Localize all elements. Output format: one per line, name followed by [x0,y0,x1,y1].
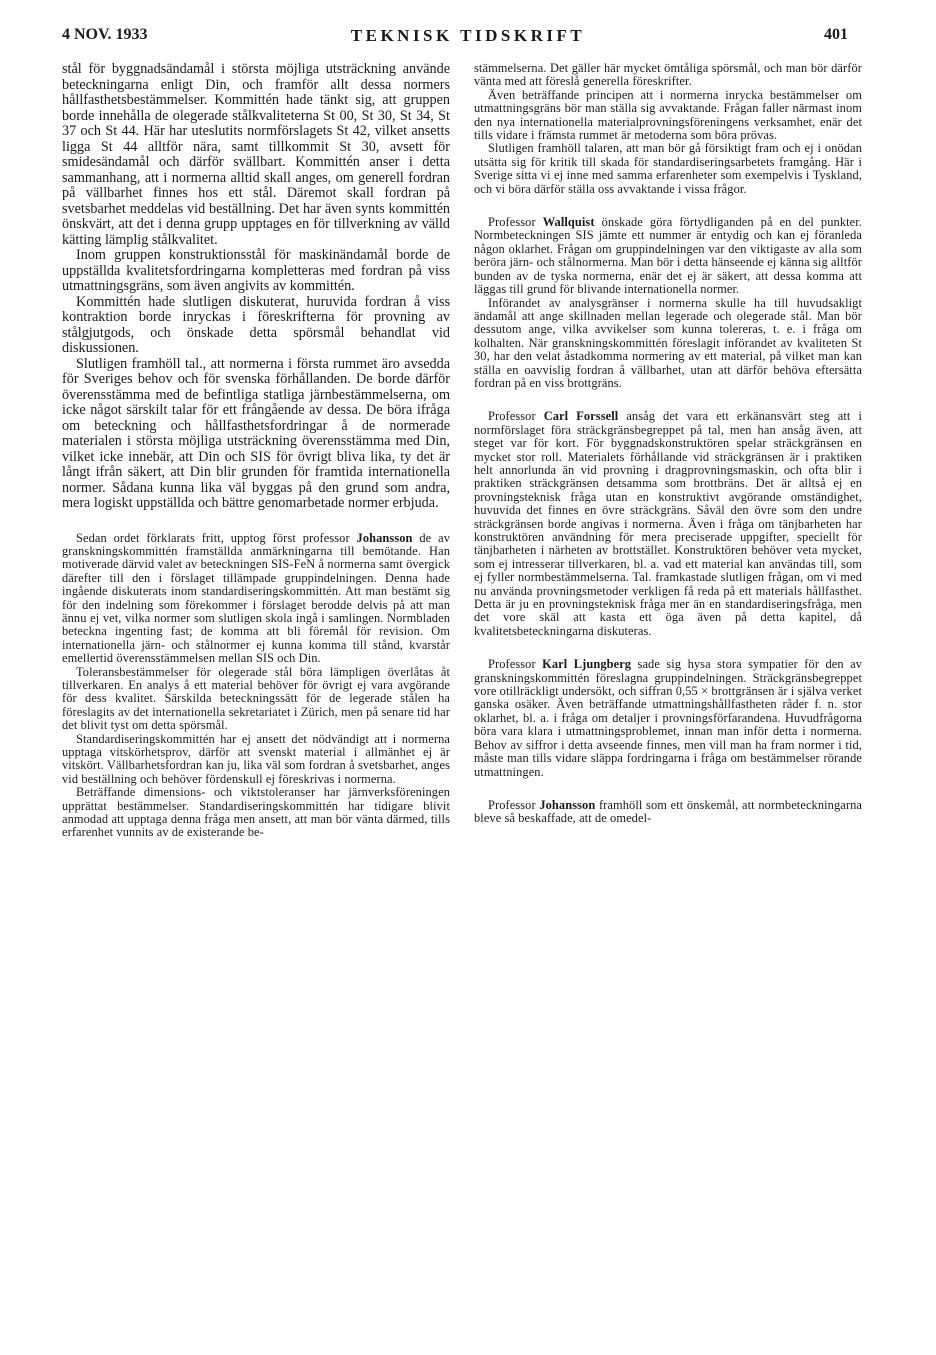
left-column [62,62,450,840]
paragraph: Standardiseringskommittén har ej ansett det nödvändigt att i normerna upptaga vitskörhetsprov, därför att svenskt material i allmänhet ej är vitskört. Vällbarhetsfordran kan ju, lika väl som fordran å svetsbarhet, anges vid beställning och behöver fördenskull ej föreskrivas i normerna. [62,731,450,786]
discussion-section [62,532,450,840]
paragraph: Inom gruppen konstruktionsstål för maskinändamål borde de uppställda kvalitetsfordringarna kompletteras med fordran på viss utmattningsgräns, som även angivits av kommittén. [62,247,450,294]
paragraph: Införandet av analysgränser i normerna skulle ha till huvudsakligt ändamål att ange skillnaden mellan legerade och olegerade stål. Man bör dessutom ange, vilka avvikelser som kunna tolereras, t. e. i fråga om kolhalten. När granskningskommittén föreslagit införandet av kvaliteten St 30, har den velat åstadkomma normering av ett material, på vilket man kan ställa en oavvislig fordran å vällbarhet, utan att därför behöva eftersätta fordran på en viss brottgräns. [474,295,862,390]
right-column [474,62,862,826]
paragraph: Kommittén hade slutligen diskuterat, huruvida fordran å viss kontraktion borde inryckas i föreskrifterna för provning av stålgjutgods, och önskade detta spörsmål behandlat vid diskussionen. [62,293,450,356]
paragraph: Beträffande dimensions- och viktstoleranser har järnverksföreningen upprättat bestämmelser. Standardiseringskommittén har tidigare blivit anmodad att upptaga denna fråga men ansett, att man bör vänta därmed, tills erfarenhet vunnits av de existerande be- [62,785,450,840]
page-number: 401 [824,26,848,43]
paragraph: Sedan ordet förklarats fritt, upptog först professor Johansson de av granskningskommittén framställda anmärkningarna till bemötande. Han motiverade därvid valet av beteckningen SIS-FeN å normerna samt övergick därefter till den i förslaget tillämpade gruppindelningen. Denna hade ingående diskuterats inom standardiseringskommittén. Att man bestämt sig för den indelning som förekommer i förslaget berodde delvis på att man ännu ej vet, vilka normer som slutligen skola ingå i samlingen. Normbladen beteckna ingenting fast; de komma att bli föremål för revision. Om internationella järn- och stålnormer ej kunna komma till stånd, kvarstår emellertid överensstämmelsen mellan SIS och Din. [62,530,450,666]
speaker-name: Johansson [356,530,413,545]
speaker-name: Carl Forssell [543,409,619,424]
journal-title: TEKNISK TIDSKRIFT [350,26,586,45]
speaker-name: Wallquist [542,215,595,230]
speaker-name: Johansson [539,797,596,812]
paragraph: Även beträffande principen att i normerna inrycka bestämmelser om utmattningsgräns bör man ställa sig avvaktande. Frågan faller närmast inom den nya internationella materialprovningsföreningens verksamhet, enär det tills vidare i främsta rummet är metoderna som böra prövas. [474,87,862,143]
paragraph: Professor Karl Ljungberg sade sig hysa stora sympatier för den av granskningskommittén föreslagna gruppindelningen. Sträckgränsbegreppet vore otillräckligt undersökt, och siffran 0,55 × brottgränsen är i själva verket ganska osäker. Även beträffande utmattningshållfastheten råder f. n. stor oklarhet, bl. a. i fråga om detaljer i provningsförfarandena. Huvudfrågorna böra vara klara i utmattningsproblemet, innan man inför detta i normerna. Behov av siffror i detta avseende finnes, men vill man ha fram normer i tid, måste man tills vidare släppa fordringarna i fråga om bestämmelser rörande utmattningen. [474,657,862,779]
paragraph: stål för byggnadsändamål i största möjliga utsträckning använde beteckningarna enligt Din, och framför allt dessa normers hållfasthetsbestämmelser. Kommittén hade tänkt sig, att gruppen borde innehålla de olegerade stålkvaliteterna St 00, St 30, St 34, St 37 och St 44. Här har uteslutits normförslagets St 42, vilket ansetts ligga St 44 alltför nära, samt tillkommit St 30, avsett för smidesändamål och därför svällbart. Kommittén anser i detta sammanhang, att i normerna alltid skall anges, om generell fordran på vällbarhet finnes hos ett stål. Däremot skall fordran på svetsbarhet meddelas vid beställning. Det har även synts kommittén önskvärt, att det i denna grupp upptages en för tillverkning av välld kätting lämplig stålkvalitet. [62,61,450,248]
report-section [62,62,450,512]
paragraph: Toleransbestämmelser för olegerade stål böra lämpligen överlåtas åt tillverkaren. En analys å ett material behöver för övrigt ej vara avgörande för dess kvalitet. Särskilda beteckningssätt för de legerade stålen ha föreslagits av det internationella sekretariatet i Zürich, men på senare tid har det blivit tyst om detta spörsmål. [62,664,450,733]
speaker-name: Karl Ljungberg [542,657,632,672]
paragraph: Slutligen framhöll talaren, att man bör gå försiktigt fram och ej i onödan utsätta sig för kritik till skada för standardiseringsarbetets framgång. Här i Sverige sitta vi ej inne med samma erfarenheter som exempelvis i Tyskland, och vi böra därför ställa oss avvaktande i vissa frågor. [474,141,862,196]
paragraph: Professor Wallquist önskade göra förtydliganden på en del punkter. Normbeteckningen SIS jämte ett nummer är entydig och kan ej föranleda någon oklarhet. Frågan om gruppindelningen var den viktigaste av alla som beröra järn- och stålnormerna. Man bör i detta hänseende ej känna sig alltför bunden av de tyska normerna, enär det ej är säkert, att dessa komma att läggas till grund för blivande internationella normer. [474,215,862,297]
paragraph: stämmelserna. Det gäller här mycket ömtåliga spörsmål, och man bör därför vänta med att föreslå generella föreskrifter. [474,61,862,89]
paragraph: Professor Carl Forssell ansåg det vara ett erkänansvärt steg att i normförslaget föra sträckgränsbegreppet på tal, men han ansåg även, att steget var för kort. För byggnadskonstruktören spelar sträckgränsen en mycket stor roll. Materialets förhållande vid sträckgränsen är i praktiken helt annorlunda än vid provning i dragprovningsmaskin, och ofta blir i praktiken sträckgränsen detsamma som brottbräns. Det är alltså ej en provningsteknisk fråga utan en konstruktivt avgörande omständighet, huvuvida det finnes en övre sträckgräns. Såväl den övre som den undre sträckgränsen borde angivas i normerna. Även i fråga om tänjbarheten har konstruktören användning för mera preciserade uppgifter, speciellt för tänjbarheten i närheten av brottstället. Konstruktören behöver veta mycket, som ej intresserar tillverkaren, bl. a. vad ett material kan användas till, som ej fyller normbestämmelserna. Tal. framkastade slutligen frågan, om vi med nu använda provningsmetoder verkligen få reda på ett materials hållfasthet. Detta är ju en provningsteknisk fråga mer än en standardiseringsfråga, men det vore skäl att kasta ett öga även på detta kapitel, då kvalitetsbeteckningarna diskuteras. [474,409,863,638]
paragraph: Professor Johansson framhöll som ett önskemål, att normbeteckningarna bleve så beskaffade, att de omedel- [474,797,862,826]
issue-date: 4 NOV. 1933 [62,26,148,43]
paragraph: Slutligen framhöll tal., att normerna i första rummet äro avsedda för Sveriges behov och för svenska förhållanden. De borde därför överensstämma med de befintliga statliga järnbestämmelserna, om icke något särskilt talar för ett frångående av dessa. De böra ifråga om beteckning och hållfasthetsfordringar å de normerade materialen i största möjliga utsträckning överensstämma med Din, vilket icke innebär, att Din och SIS för övrigt bliva lika, ty det är långt ifrån säkert, att Din blir grunden för framtida internationella normer. Sådana kunna lika väl byggas på den grund som andra, mera logiskt uppställda och bättre genomarbetade normer erbjuda. [62,355,450,511]
